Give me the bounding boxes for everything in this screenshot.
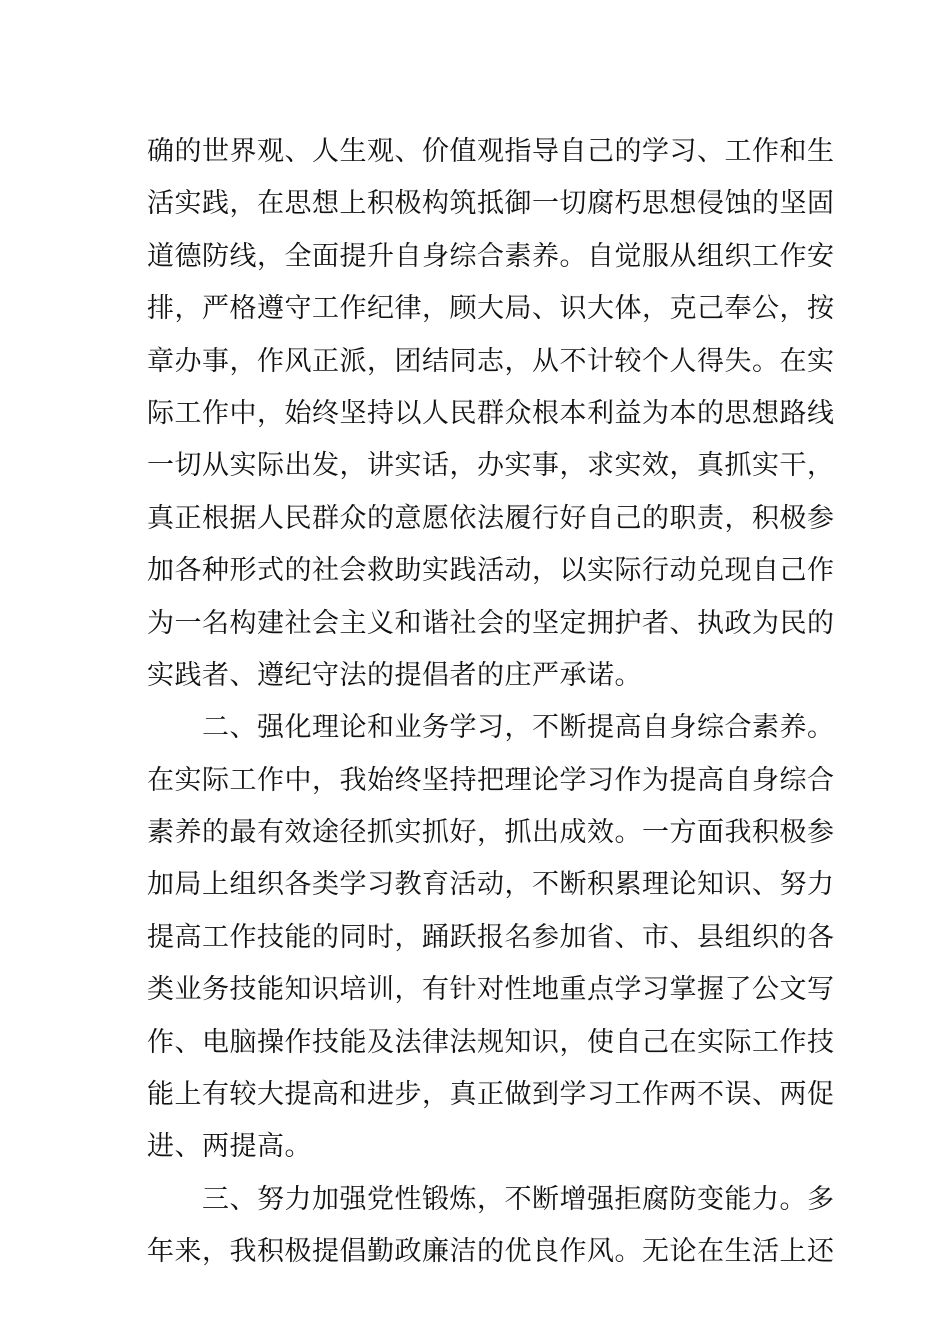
text-line: 年来，我积极提倡勤政廉洁的优良作风。无论在生活上还 [147,1236,835,1268]
text-line: 进、两提高。 [147,1131,312,1163]
text-line: 活实践，在思想上积极构筑抵御一切腐朽思想侵蚀的坚固 [147,188,835,220]
text-line: 排，严格遵守工作纪律，顾大局、识大体，克己奉公，按 [147,293,835,325]
paragraph-heading-line: 二、强化理论和业务学习，不断提高自身综合素养。 [147,712,835,744]
text-line: 加各种形式的社会救助实践活动，以实际行动兑现自己作 [147,555,835,587]
text-line: 实践者、遵纪守法的提倡者的庄严承诺。 [147,659,642,691]
text-line: 加局上组织各类学习教育活动，不断积累理论知识、努力 [147,869,835,901]
text-line: 为一名构建社会主义和谐社会的坚定拥护者、执政为民的 [147,607,835,639]
paragraph-heading-line: 三、努力加强党性锻炼，不断增强拒腐防变能力。多 [147,1183,835,1215]
text-line: 一切从实际出发，讲实话，办实事，求实效，真抓实干， [147,450,835,482]
text-line: 际工作中，始终坚持以人民群众根本利益为本的思想路线 [147,397,835,429]
text-line: 提高工作技能的同时，踊跃报名参加省、市、县组织的各 [147,921,835,953]
text-line: 素养的最有效途径抓实抓好，抓出成效。一方面我积极参 [147,817,835,849]
text-line: 在实际工作中，我始终坚持把理论学习作为提高自身综合 [147,764,835,796]
text-line: 类业务技能知识培训，有针对性地重点学习掌握了公文写 [147,974,835,1006]
text-line: 能上有较大提高和进步，真正做到学习工作两不误、两促 [147,1079,835,1111]
text-line: 确的世界观、人生观、价值观指导自己的学习、工作和生 [147,136,835,167]
text-line: 真正根据人民群众的意愿依法履行好自己的职责，积极参 [147,502,835,534]
text-line: 道德防线，全面提升自身综合素养。自觉服从组织工作安 [147,240,835,272]
text-line: 章办事，作风正派，团结同志，从不计较个人得失。在实 [147,345,835,377]
text-line: 作、电脑操作技能及法律法规知识，使自己在实际工作技 [147,1026,835,1058]
document-body [147,126,835,1279]
